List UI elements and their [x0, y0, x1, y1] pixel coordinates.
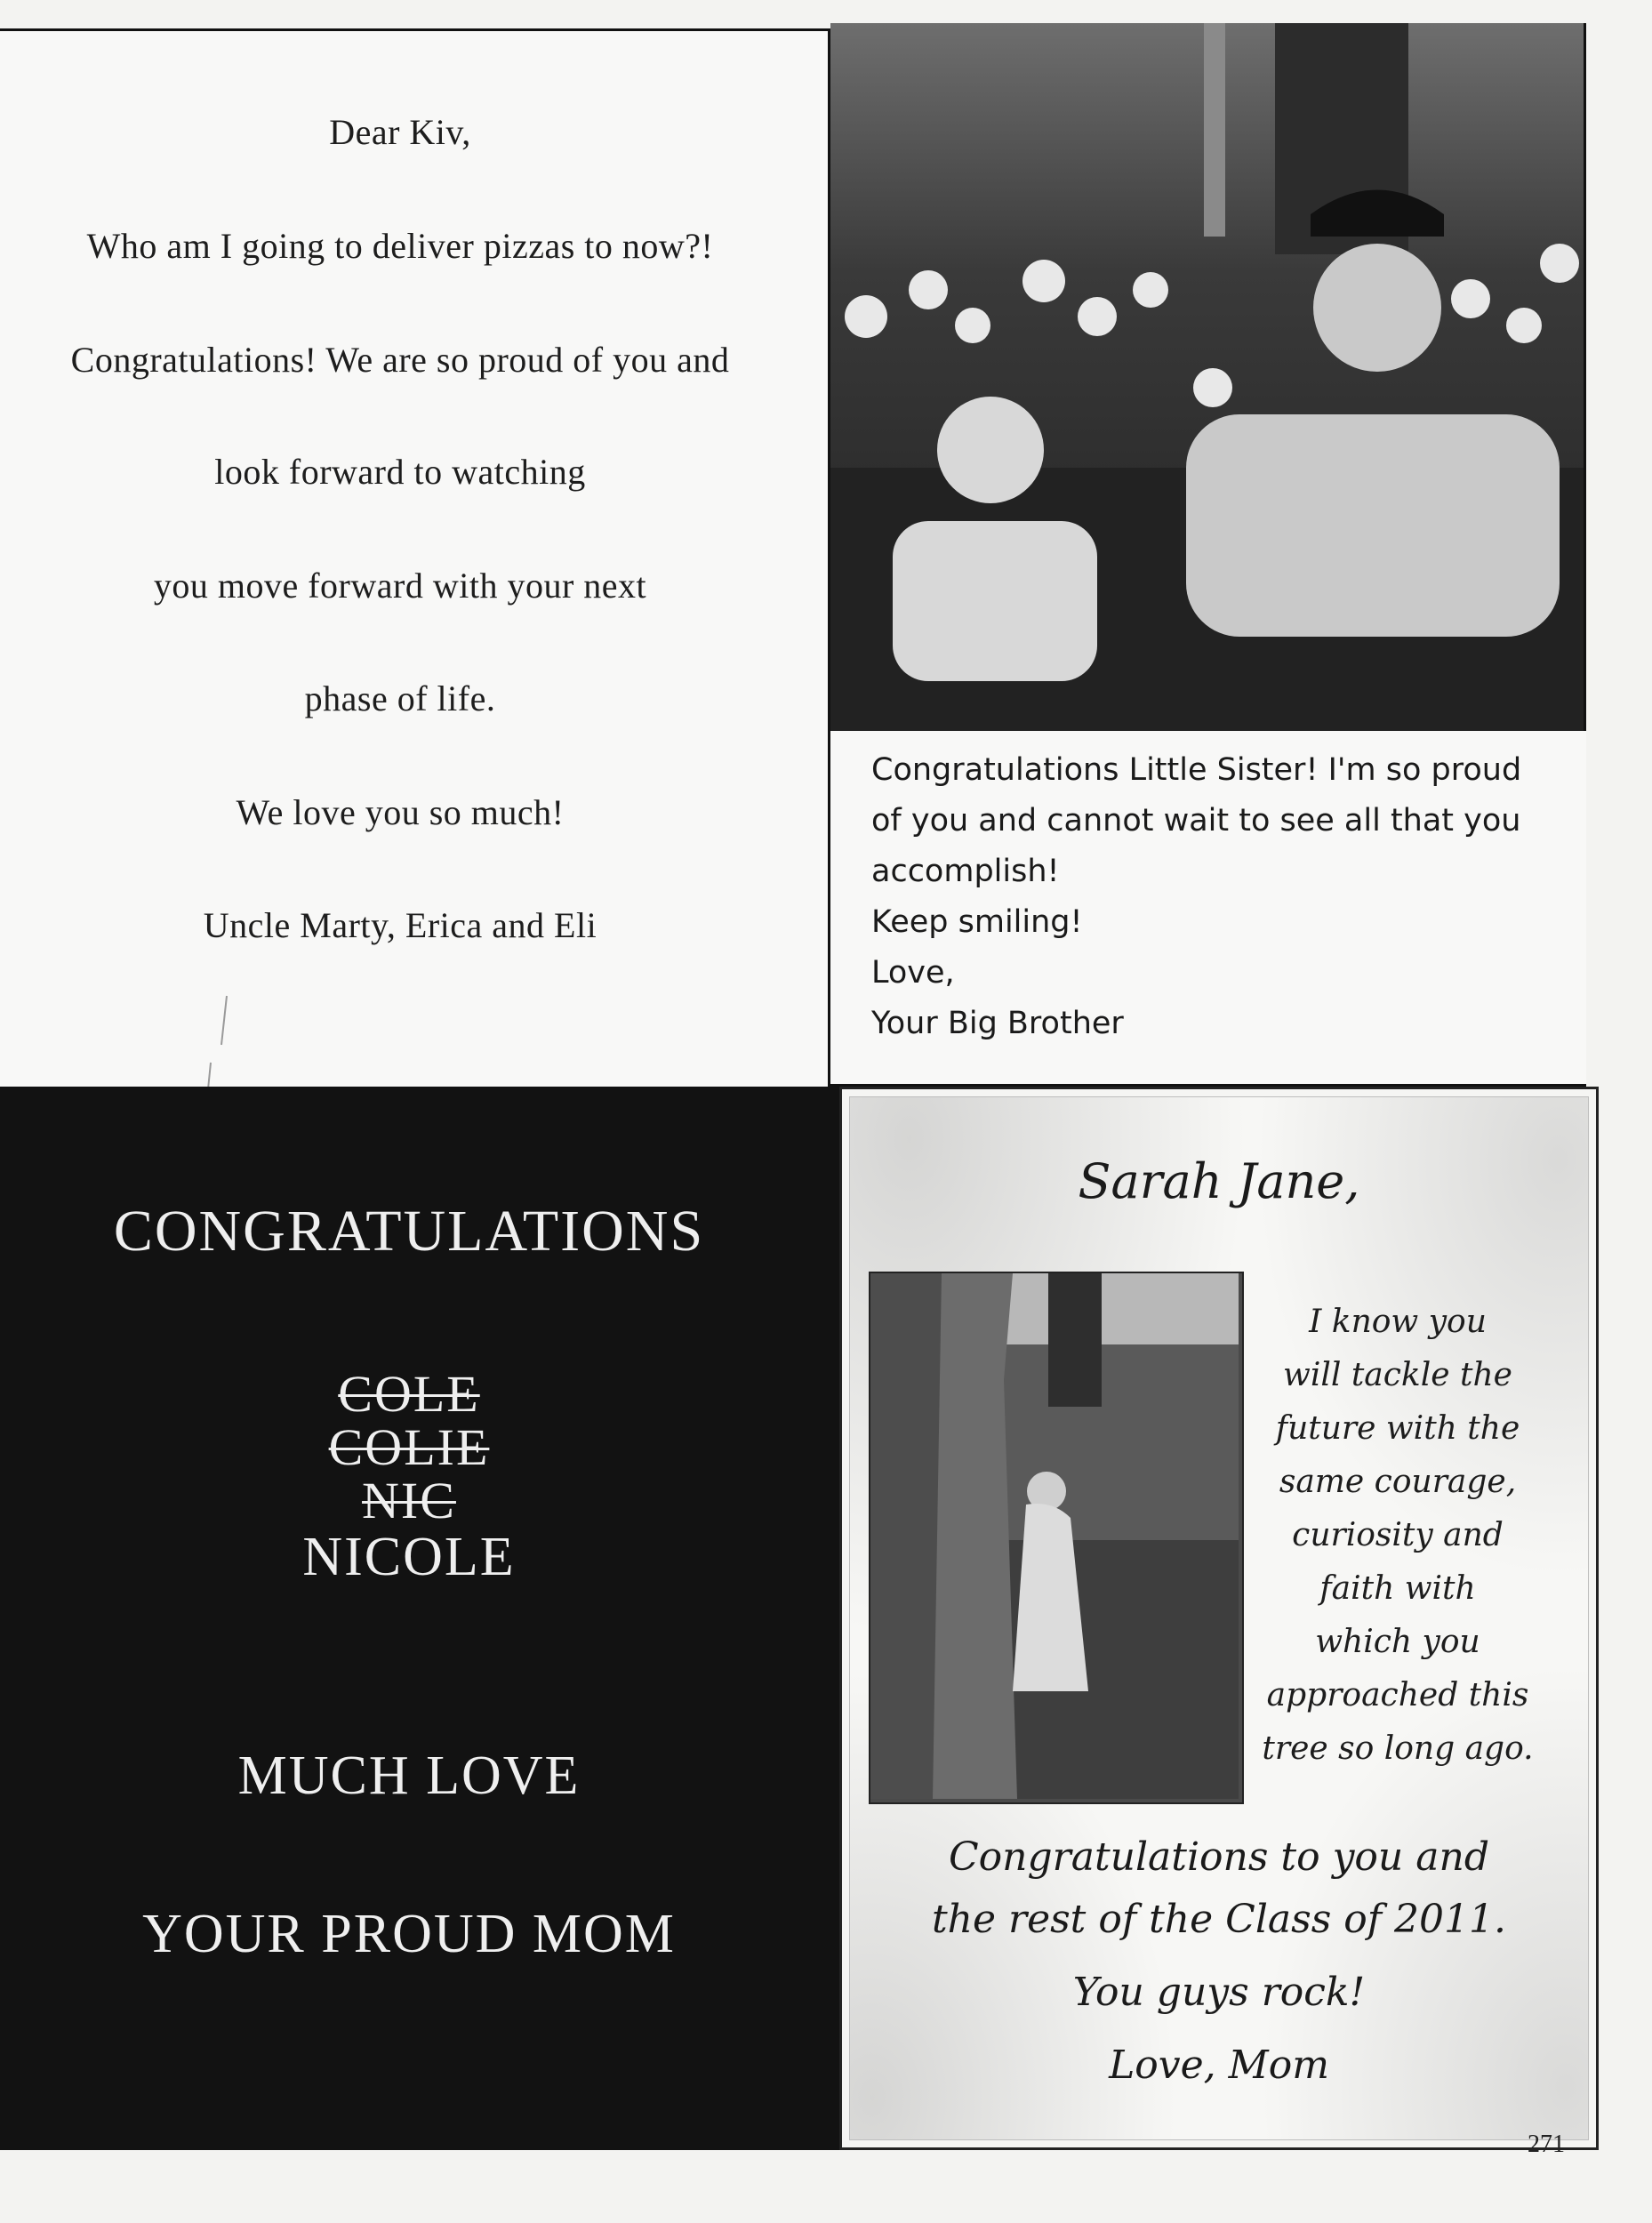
mom-congrats-panel — [0, 1087, 841, 2150]
poem-line: approached this — [1266, 1677, 1529, 1713]
struck-name: NIC — [362, 1472, 456, 1529]
much-love-text: MUCH LOVE — [237, 1745, 581, 1806]
mom-signoff: YOUR PROUD MOM — [142, 1904, 676, 1964]
pencil-mark — [200, 991, 236, 1087]
letter-line: Congratulations! We are so proud of you and — [70, 340, 730, 380]
sarah-jane-panel — [839, 1087, 1599, 2150]
sibling-message-line: Your Big Brother — [871, 1006, 1124, 1041]
sarah-title: Sarah Jane, — [1078, 1153, 1360, 1209]
sibling-message-line: Love, — [871, 955, 955, 991]
letter-greeting: Dear Kiv, — [329, 112, 471, 152]
letter-line: look forward to watching — [214, 452, 586, 492]
sarah-poem — [1247, 1296, 1549, 1776]
poem-line: will tackle the — [1283, 1357, 1512, 1393]
sibling-message-line: accomplish! — [871, 854, 1060, 889]
sibling-message-line: of you and cannot wait to see all that you — [871, 803, 1521, 839]
letter-panel — [0, 28, 830, 1087]
siblings-panel — [830, 23, 1586, 1087]
poem-line: curiosity and — [1292, 1517, 1504, 1553]
sibling-message — [871, 745, 1574, 1049]
sibling-message-line: Congratulations Little Sister! I'm so proud — [871, 752, 1522, 788]
poem-line: faith with — [1319, 1570, 1476, 1607]
poem-line: tree so long ago. — [1262, 1730, 1534, 1767]
congrats-heading: CONGRATULATIONS — [113, 1199, 705, 1264]
letter-line: We love you so much! — [236, 792, 565, 832]
tree-photo — [869, 1272, 1244, 1804]
sarah-signoff: Love, Mom — [1109, 2042, 1329, 2088]
sibling-message-line: Keep smiling! — [871, 904, 1083, 940]
page-number: 271 — [1528, 2131, 1565, 2158]
letter-signature: Uncle Marty, Erica and Eli — [203, 905, 597, 945]
siblings-photo — [830, 23, 1586, 731]
sarah-closing-line: Congratulations to you and — [949, 1834, 1489, 1880]
sarah-closing-line: the rest of the Class of 2011. — [931, 1897, 1506, 1942]
struck-name: COLIE — [328, 1418, 490, 1476]
letter-line: Who am I going to deliver pizzas to now?! — [86, 226, 714, 266]
letter-line: phase of life. — [304, 678, 496, 718]
poem-line: which you — [1315, 1624, 1480, 1660]
poem-line: I know you — [1309, 1304, 1487, 1340]
poem-line: same courage, — [1279, 1464, 1517, 1500]
sarah-closing-line: You guys rock! — [1072, 1970, 1366, 2015]
poem-line: future with the — [1275, 1410, 1520, 1447]
letter-line: you move forward with your next — [153, 566, 647, 606]
current-name: NICOLE — [302, 1527, 516, 1587]
struck-name: COLE — [338, 1365, 480, 1423]
